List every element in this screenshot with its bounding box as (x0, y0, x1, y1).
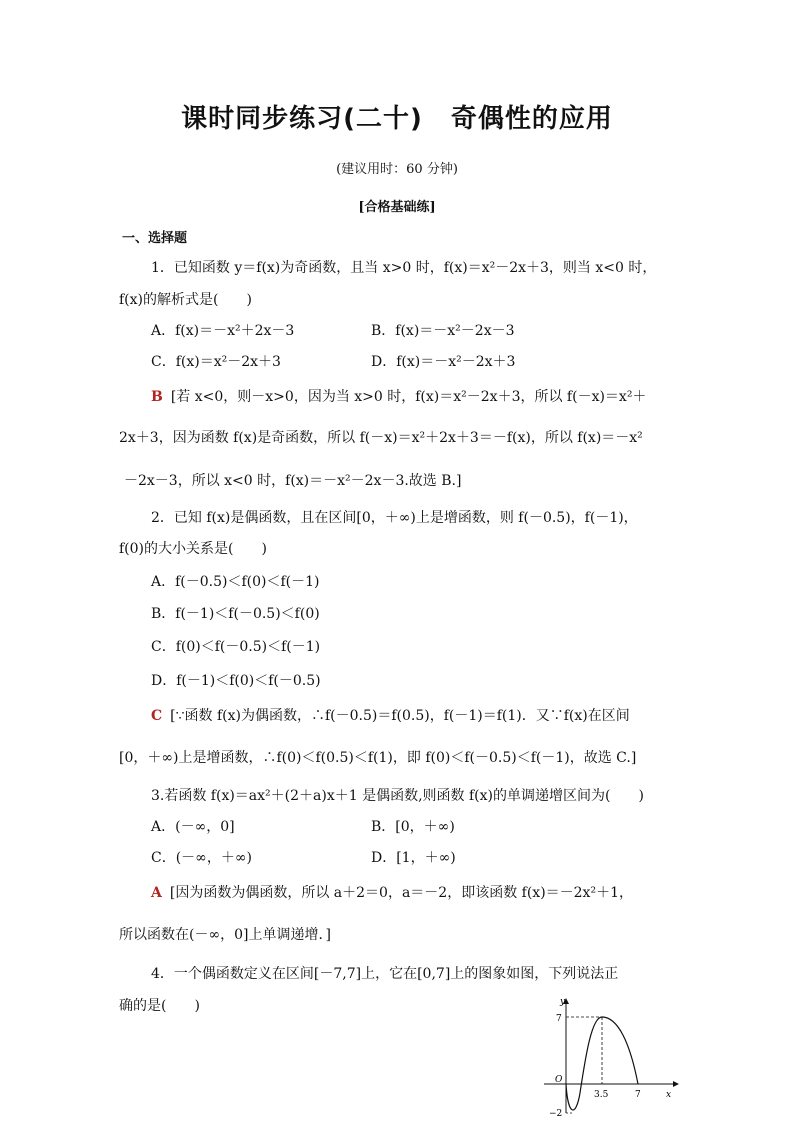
q4-stem-line2: 确的是( ) (119, 998, 200, 1014)
origin-label: O (555, 1075, 563, 1085)
y-axis-label: y (560, 997, 566, 1007)
x-axis-label: x (666, 1090, 672, 1100)
q3-explanation-line2: 所以函数在(－∞，0]上单调递增．] (119, 927, 331, 943)
suggested-time: (建议用时：60 分钟) (336, 162, 458, 177)
title-left: 课时同步练习(二十) (181, 104, 423, 134)
q2-stem-line2: f(0)的大小关系是( ) (119, 541, 267, 557)
q3-explanation-line1: A [因为函数为偶函数，所以 a＋2＝0，a＝－2，即该函数 f(x)＝－2x²＋1， (151, 885, 633, 901)
title-right: 奇偶性的应用 (450, 104, 613, 134)
q2-answer: C (151, 708, 163, 724)
q1-option-b: B．f(x)＝－x²－2x－3 (371, 323, 515, 339)
page-title (0, 98, 794, 135)
q2-option-d: D．f(－1)＜f(0)＜f(－0.5) (151, 673, 321, 689)
q3-option-b: B．[0，＋∞) (371, 819, 455, 835)
q1-option-a: A．f(x)＝－x²＋2x－3 (151, 323, 295, 339)
q1-stem-line2: f(x)的解析式是( ) (119, 292, 252, 308)
q2-explanation-line1: C [∵函数 f(x)为偶函数，∴f(－0.5)＝f(0.5)，f(－1)＝f(1)．又∵f(x)在区间 (151, 708, 630, 724)
q1-option-d: D．f(x)＝－x²－2x＋3 (371, 354, 516, 370)
q1-explanation-line1: B [若 x<0，则－x>0，因为当 x>0 时，f(x)＝x²－2x＋3，所以 f(－x)＝x²＋ (151, 389, 647, 405)
q2-option-b: B．f(－1)＜f(－0.5)＜f(0) (151, 606, 320, 622)
q3-stem-line1: 3.若函数 f(x)＝ax²＋(2＋a)x＋1 是偶函数,则函数 f(x)的单调递增区间为( ) (151, 788, 644, 804)
q3-option-c: C．(－∞，＋∞) (151, 850, 252, 866)
q1-option-c: C．f(x)＝x²－2x＋3 (151, 354, 281, 370)
q1-stem-line1: 1．已知函数 y＝f(x)为奇函数，且当 x>0 时，f(x)＝x²－2x＋3，则当 x<0 时， (151, 260, 657, 276)
q3-option-a: A．(－∞，0] (151, 819, 235, 835)
q1-explanation-line2: 2x＋3，因为函数 f(x)是奇函数，所以 f(－x)＝x²＋2x＋3＝－f(x)，所以 f(x)＝－x² (119, 430, 643, 446)
q1-answer: B (151, 389, 163, 405)
q4-function-graph (538, 993, 684, 1118)
q2-stem-line1: 2．已知 f(x)是偶函数，且在区间[0，＋∞)上是增函数，则 f(－0.5)，f(－1)， (151, 510, 638, 526)
q3-answer: A (151, 885, 162, 901)
q1-explanation-line3: －2x－3，所以 x<0 时，f(x)＝－x²－2x－3.故选 B.] (124, 473, 462, 489)
q3-option-d: D．[1，＋∞) (371, 850, 456, 866)
q4-stem-line1: 4．一个偶函数定义在区间[－7,7]上，它在[0,7]上的图象如图，下列说法正 (151, 966, 619, 982)
y-tick-7: 7 (556, 1014, 562, 1024)
section-label: [合格基础练] (358, 200, 436, 215)
q2-explanation-line2: [0，＋∞)上是增函数，∴f(0)＜f(0.5)＜f(1)，即 f(0)＜f(－0.5)＜f(－1)，故选 C.] (119, 750, 637, 766)
section-heading: 一、选择题 (122, 231, 188, 246)
y-tick-minus2: −2 (549, 1109, 563, 1118)
x-tick-7: 7 (635, 1090, 641, 1100)
q2-option-c: C．f(0)＜f(－0.5)＜f(－1) (151, 639, 321, 655)
x-tick-3-5: 3.5 (594, 1090, 609, 1100)
q2-option-a: A．f(－0.5)＜f(0)＜f(－1) (151, 574, 320, 590)
